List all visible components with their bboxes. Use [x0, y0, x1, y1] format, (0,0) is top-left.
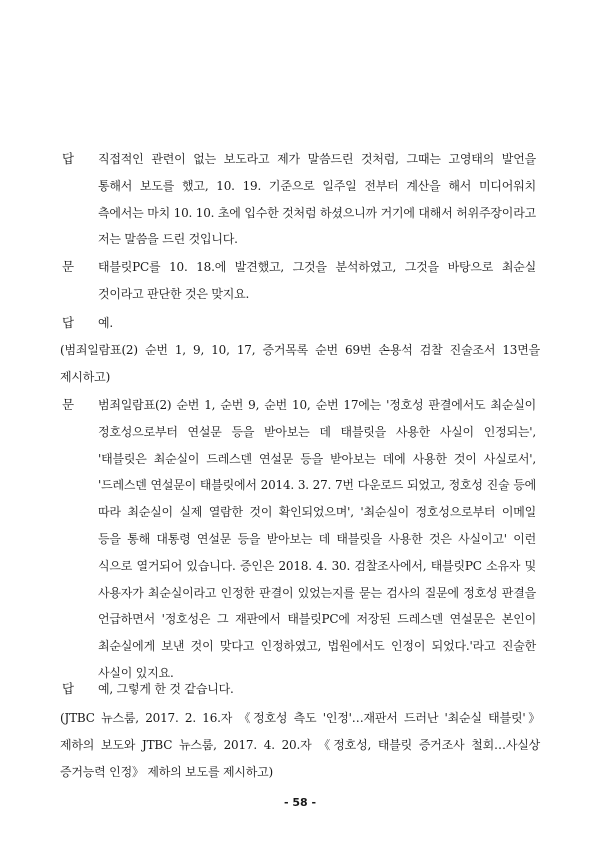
- answer-marker: 답: [62, 315, 75, 330]
- answer-marker: 답: [62, 681, 75, 696]
- question-marker: 문: [62, 259, 75, 274]
- question-text: 태블릿PC를 10. 18.에 발견했고, 그것을 분석하였고, 그것을 바탕으로 최순실 것이라고 판단한 것은 맞지요.: [98, 260, 536, 301]
- answer-text: 예, 그렇게 한 것 같습니다.: [98, 682, 234, 696]
- page-number: - 58 -: [283, 796, 317, 809]
- exhibit-note: (JTBC 뉴스룸, 2017. 2. 16.자 《정호성 측도 '인정'…재판서 드러난 '최순실 태블릿'》 제하의 보도와 JTBC 뉴스룸, 2017. 4. 20.자 《정호성, 태블릿 증거조사 철회…사실상 증거능력 인정》 제하의 보도를 제시하고): [60, 711, 540, 779]
- question-text: 범죄일람표(2) 순번 1, 순번 9, 순번 10, 순번 17에는 '정호성 판결에서도 최순실이 정호성으로부터 연설문 등을 받아보는 데 태블릿을 사용한 사실이 인정되는', '태블릿은 최순실이 드레스덴 연설문 등을 받아보는 데에 사용한 것이 사실로서', '드레스덴 연설문이 태블릿에서 2014. 3. 27. 7번 다운로드 되었고, 정호성 진술 등에 따라 최순실이 실제 열람한 것이 확인되었으며', '최순실이 정호성으로부터 이메일 등을 통해 대통령 연설문 등을 받아보는 데 태블릿을 사용한 것은 사실이고' 이런 식으로 열거되어 있습니다. 증인은 2018. 4. 30. 검찰조사에서, 태블릿PC 소유자 및 사용자가 최순실이라고 인정한 판결이 있었는지를 묻는 검사의 질문에 정호성 판결을 언급하면서 '정호성은 그 재판에서 태블릿PC에 저장된 드레스덴 연설문은 본인이 최순실에게 보낸 것이 맞다고 인정하였고, 법원에서도 인정이 되었다.'라고 진술한 사실이 있지요.: [98, 398, 536, 680]
- answer-marker: 답: [62, 151, 75, 166]
- answer-text: 직접적인 관련이 없는 보도라고 제가 말씀드린 것처럼, 그때는 고영태의 발언을 통해서 보도를 했고, 10. 19. 기준으로 일주일 전부터 계산을 해서 미디어워치 측에서는 마치 10. 10. 초에 입수한 것처럼 하셨으니까 거기에 대해서 허위주장이라고 저는 말씀을 드린 것입니다.: [98, 152, 536, 247]
- answer-text: 예.: [98, 316, 114, 330]
- question-marker: 문: [62, 397, 75, 412]
- exhibit-note: (범죄일람표(2) 순번 1, 9, 10, 17, 증거목록 순번 69번 손용석 검찰 진술조서 13면을 제시하고): [60, 343, 540, 384]
